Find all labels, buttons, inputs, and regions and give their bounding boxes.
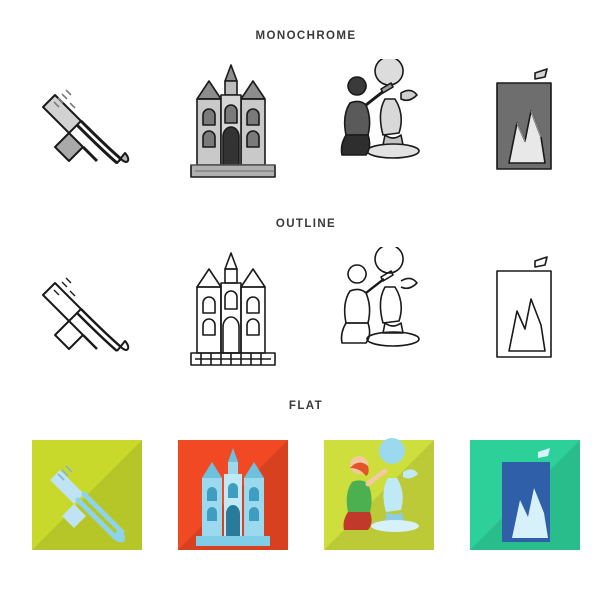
section-monochrome: [0, 46, 612, 196]
ice-sculptor-icon: [318, 434, 440, 556]
icon-cell-tongs-flat[interactable]: [22, 420, 152, 570]
icon-cell-castle-monochrome[interactable]: [168, 46, 298, 196]
icon-cell-sculptor-outline[interactable]: [314, 234, 444, 384]
iceberg-block-icon: [463, 247, 587, 371]
icon-cell-castle-flat[interactable]: [168, 420, 298, 570]
icon-cell-sculptor-flat[interactable]: [314, 420, 444, 570]
ice-sculptor-icon: [317, 59, 441, 183]
icon-cell-tongs-outline[interactable]: [22, 234, 152, 384]
section-label-monochrome: MONOCHROME: [255, 30, 357, 42]
iceberg-block-icon: [463, 59, 587, 183]
icon-cell-iceblock-outline[interactable]: [460, 234, 590, 384]
section-label-flat: FLAT: [288, 400, 324, 412]
icon-cell-tongs-monochrome[interactable]: [22, 46, 152, 196]
iceberg-block-icon: [464, 434, 586, 556]
icon-cell-castle-outline[interactable]: [168, 234, 298, 384]
castle-icon: [171, 247, 295, 371]
icon-cell-sculptor-monochrome[interactable]: [314, 46, 444, 196]
section-flat: [0, 420, 612, 570]
tongs-icon: [25, 247, 149, 371]
tongs-icon: [26, 434, 148, 556]
tongs-icon: [25, 59, 149, 183]
icon-cell-iceblock-monochrome[interactable]: [460, 46, 590, 196]
castle-icon: [172, 434, 294, 556]
section-label-outline: OUTLINE: [275, 218, 337, 230]
ice-sculptor-icon: [317, 247, 441, 371]
section-outline: [0, 234, 612, 384]
icon-cell-iceblock-flat[interactable]: [460, 420, 590, 570]
castle-icon: [171, 59, 295, 183]
